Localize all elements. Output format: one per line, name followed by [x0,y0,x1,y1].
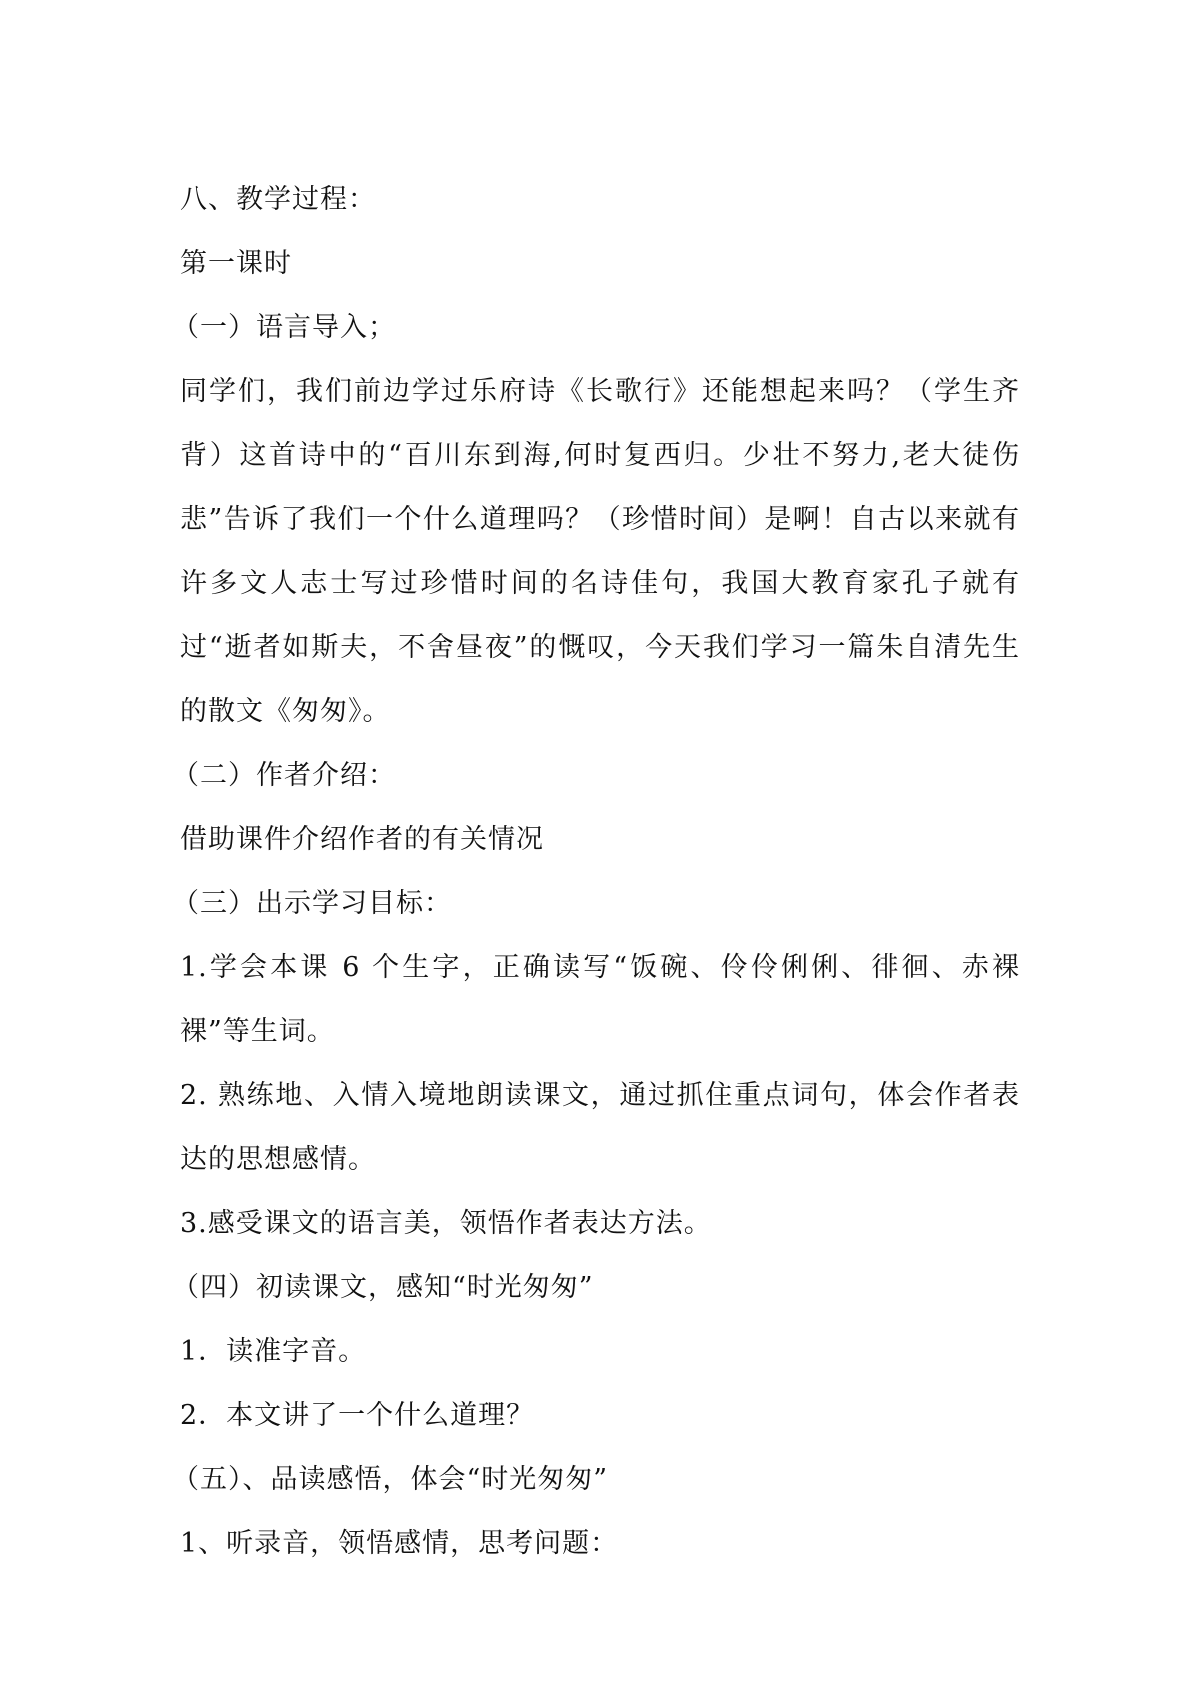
part3-heading: （三）出示学习目标： [172,888,452,919]
goal-item: 2. 熟练地、入情入境地朗读课文，通过抓住重点词句，体会作者表达的思想感情。 [180,1080,1020,1175]
part1-paragraph: 同学们，我们前边学过乐府诗《长歌行》还能想起来吗？（学生齐背）这首诗中的“百川东到海,何时复西归。少壮不努力,老大徒伤悲”告诉了我们一个什么道理吗？（珍惜时间）是啊！自古以来就有许多文人志士写过珍惜时间的名诗佳句，我国大教育家孔子就有过“逝者如斯夫，不舍昼夜”的慨叹，今天我们学习一篇朱自清先生的散文《匆匆》。 [180,376,1020,727]
list-item: 1、听录音，领悟感情，思考问题： [180,1528,619,1559]
part2-heading: （二）作者介绍： [172,760,396,791]
list-item: 2．本文讲了一个什么道理？ [180,1400,535,1431]
section-title: 八、教学过程： [180,184,376,215]
part4-heading: （四）初读课文，感知“时光匆匆” [172,1272,594,1303]
list-item: 1．读准字音。 [180,1336,367,1367]
goal-item: 1.学会本课 6 个生字，正确读写“饭碗、伶伶俐俐、徘徊、赤裸裸”等生词。 [180,952,1020,1047]
document-page [172,168,1020,1576]
lesson-label: 第一课时 [180,248,292,279]
part1-heading: （一）语言导入； [172,312,396,343]
part2-text: 借助课件介绍作者的有关情况 [180,824,544,855]
part5-heading: （五）、品读感悟，体会“时光匆匆” [172,1464,609,1495]
goal-item: 3.感受课文的语言美，领悟作者表达方法。 [180,1208,712,1239]
